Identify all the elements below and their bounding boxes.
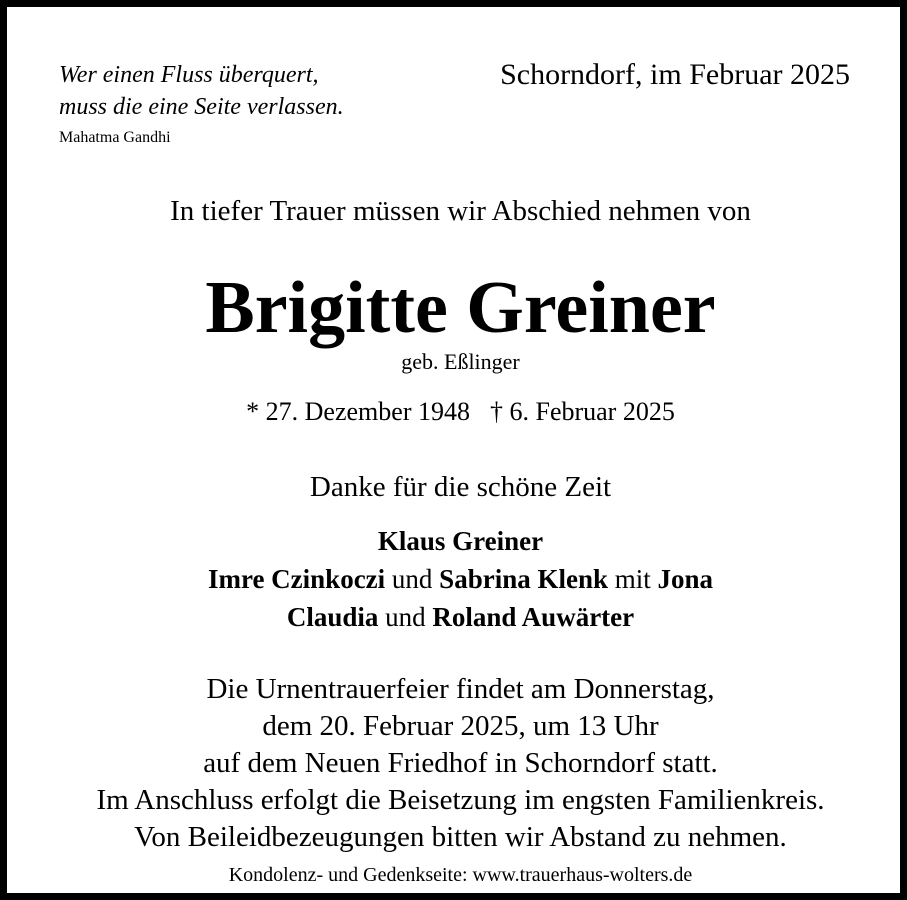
service-line-2: dem 20. Februar 2025, um 13 Uhr bbox=[262, 710, 659, 742]
mourner-name: Imre Czinkoczi bbox=[207, 564, 386, 594]
mourner-conjunction: mit bbox=[607, 564, 658, 594]
mourner-name: Roland Auwärter bbox=[432, 602, 635, 632]
thanks-text: Danke für die schöne Zeit bbox=[309, 471, 612, 503]
quote-author: Mahatma Gandhi bbox=[59, 129, 171, 146]
condolence-website: Kondolenz- und Gedenkseite: www.trauerhaus-wolters.de bbox=[228, 864, 693, 886]
mourner-conjunction: und bbox=[378, 602, 433, 632]
mourner-name: Klaus Greiner bbox=[377, 526, 544, 556]
maiden-name: geb. Eßlinger bbox=[401, 349, 520, 374]
mourner-line-3 bbox=[7, 598, 907, 636]
birth-date: * 27. Dezember 1948 bbox=[246, 397, 470, 426]
life-dates bbox=[7, 395, 907, 429]
quote-line-2: muss die eine Seite verlassen. bbox=[59, 94, 344, 120]
mourner-name: Claudia bbox=[286, 602, 379, 632]
quote-line-1: Wer einen Fluss überquert, bbox=[59, 62, 319, 88]
epigraph-quote bbox=[59, 59, 344, 123]
mourner-conjunction: und bbox=[385, 564, 440, 594]
funeral-service-info bbox=[7, 671, 907, 856]
intro-text: In tiefer Trauer müssen wir Abschied nehmen von bbox=[170, 195, 751, 227]
service-line-4: Im Anschluss erfolgt die Beisetzung im engsten Familienkreis. bbox=[96, 784, 825, 816]
service-line-5: Von Beileidbezeugungen bitten wir Abstand zu nehmen. bbox=[134, 821, 787, 853]
mourner-name: Sabrina Klenk bbox=[439, 564, 608, 594]
mourner-line-1 bbox=[7, 522, 907, 560]
death-date: † 6. Februar 2025 bbox=[489, 397, 675, 426]
service-line-1: Die Urnentrauerfeier findet am Donnerstag, bbox=[206, 673, 715, 705]
mourners-list bbox=[7, 522, 907, 636]
mourner-line-2 bbox=[7, 560, 907, 598]
mourner-name: Jona bbox=[657, 564, 714, 594]
deceased-name: Brigitte Greiner bbox=[205, 267, 716, 349]
place-date: Schorndorf, im Februar 2025 bbox=[500, 58, 850, 91]
service-line-3: auf dem Neuen Friedhof in Schorndorf statt. bbox=[203, 747, 718, 779]
